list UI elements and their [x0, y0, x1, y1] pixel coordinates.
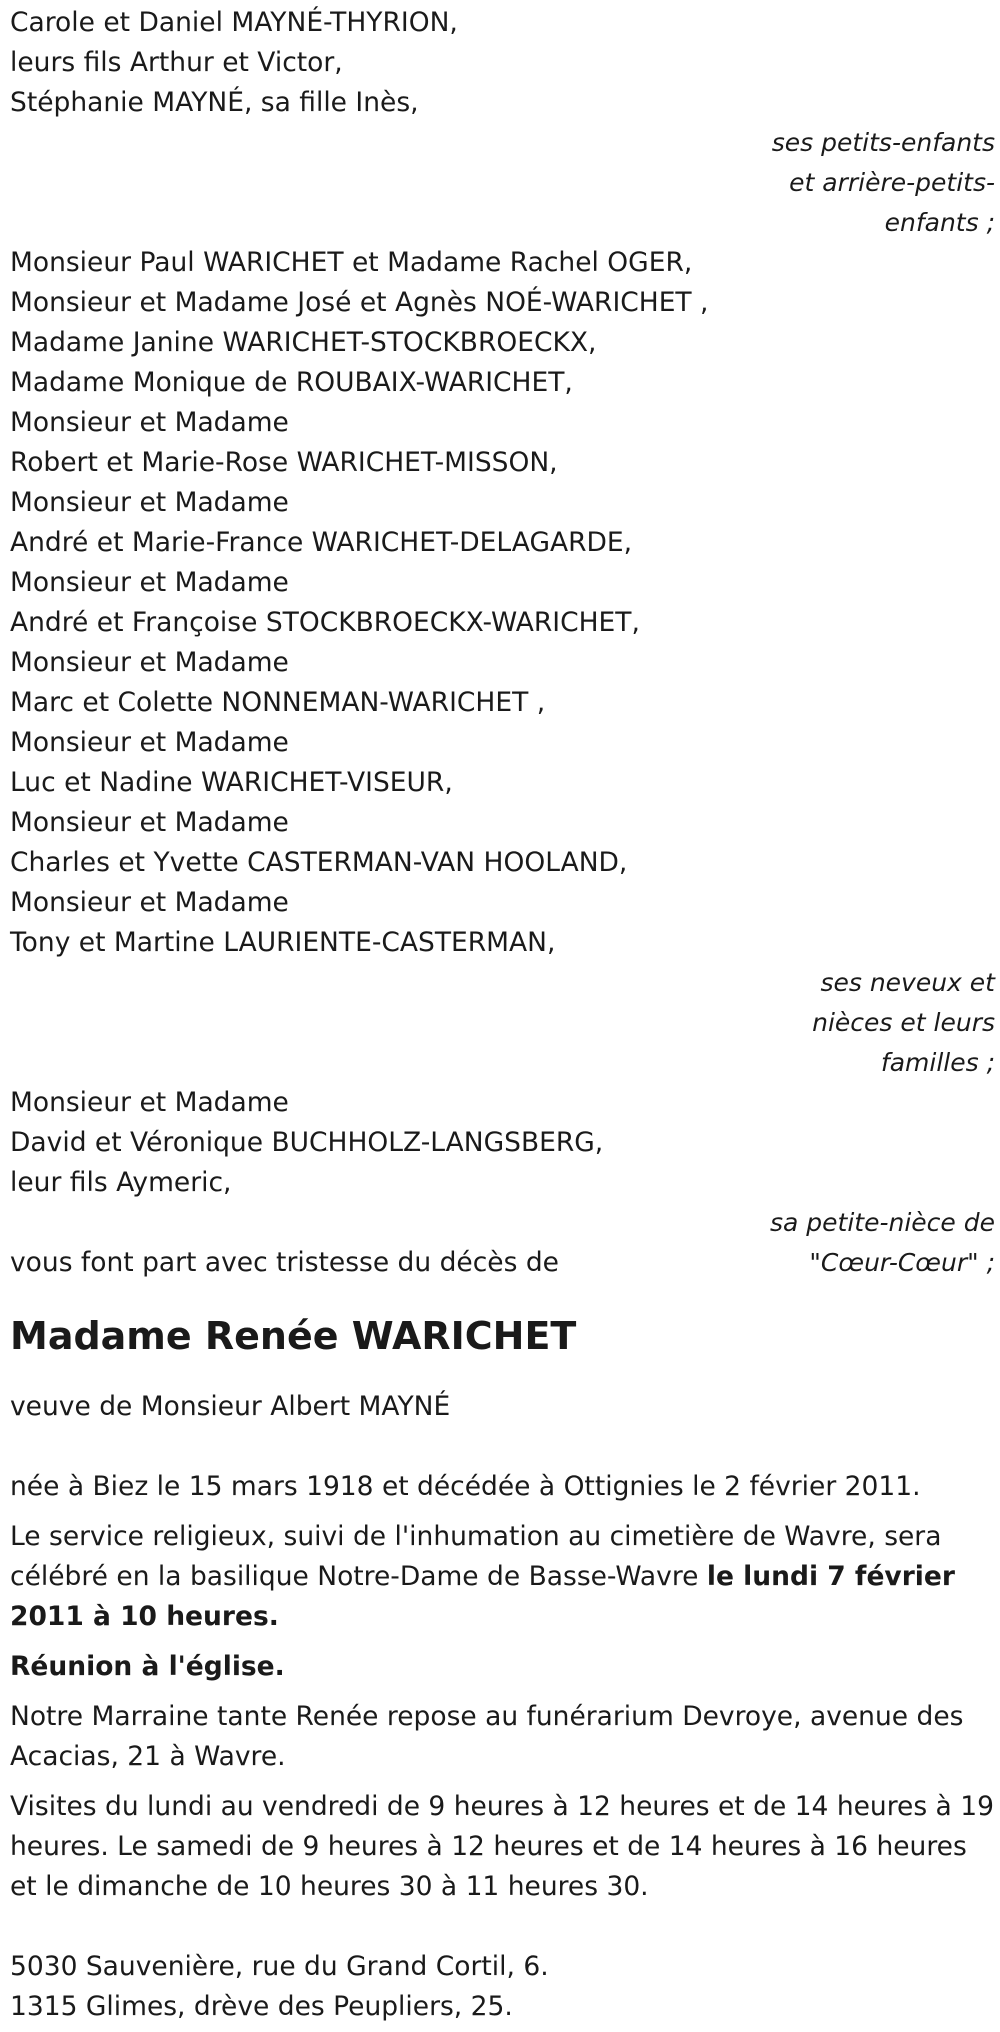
family-line: Carole et Daniel MAYNÉ-THYRION,: [10, 7, 458, 38]
family-line: Robert et Marie-Rose WARICHET-MISSON,: [10, 447, 558, 478]
announcement-line: vous font part avec tristesse du décès de: [10, 1247, 559, 1278]
family-line: Monsieur et Madame: [10, 1087, 289, 1118]
family-line: David et Véronique BUCHHOLZ-LANGSBERG,: [10, 1127, 604, 1158]
family-line: Monsieur et Madame: [10, 727, 289, 758]
family-line: Monsieur et Madame: [10, 567, 289, 598]
grandniece-announce-row: [10, 1203, 995, 1283]
service-date: le lundi 7 février 2011 à 10 heures.: [10, 1561, 955, 1632]
obituary-notice: [10, 3, 995, 2027]
address-line: 5030 Sauvenière, rue du Grand Cortil, 6.: [10, 1951, 549, 1982]
family-line: André et Marie-France WARICHET-DELAGARDE,: [10, 527, 633, 558]
relation-note-line: ses petits-enfants: [771, 128, 995, 157]
relation-note-nephews: [10, 963, 995, 1083]
family-group-nephews: [10, 243, 995, 963]
relation-note-line: enfants ;: [884, 208, 995, 237]
family-line: leur fils Aymeric,: [10, 1167, 232, 1198]
visiting-hours: Visites du lundi au vendredi de 9 heures à 12 heures et de 14 heures à 19 heures. Le samedi de 9 heures à 12 heures et de 14 heures à 16 heures et le dimanche de 10 heures 30 à 11 heures 30.: [10, 1791, 994, 1902]
family-addresses: [10, 1947, 995, 2027]
family-line: Monsieur et Madame: [10, 487, 289, 518]
relation-note-line: sa petite-nièce de: [770, 1208, 995, 1237]
family-line: Madame Janine WARICHET-STOCKBROECKX,: [10, 327, 597, 358]
family-line: Monsieur et Madame José et Agnès NOÉ-WARICHET ,: [10, 287, 709, 318]
family-group-grandniece: [10, 1083, 995, 1203]
family-line: Monsieur et Madame: [10, 887, 289, 918]
relation-note-line: et arrière-petits-: [789, 168, 995, 197]
funerarium-info: Notre Marraine tante Renée repose au funérarium Devroye, avenue des Acacias, 21 à Wavre.: [10, 1701, 964, 1772]
family-line: Monsieur et Madame: [10, 807, 289, 838]
relation-note-grandchildren: [10, 123, 995, 243]
family-line: Monsieur et Madame: [10, 647, 289, 678]
religious-service: [10, 1517, 995, 1637]
address-line: 1315 Glimes, drève des Peupliers, 25.: [10, 1991, 513, 2022]
birth-death-dates: née à Biez le 15 mars 1918 et décédée à Ottignies le 2 février 2011.: [10, 1471, 921, 1502]
relation-note-line: "Cœur-Cœur" ;: [809, 1248, 995, 1277]
family-line: leurs fils Arthur et Victor,: [10, 47, 343, 78]
family-line: Tony et Martine LAURIENTE-CASTERMAN,: [10, 927, 556, 958]
family-line: Monsieur et Madame: [10, 407, 289, 438]
relation-note-line: ses neveux et: [820, 968, 995, 997]
family-line: Stéphanie MAYNÉ, sa fille Inès,: [10, 87, 419, 118]
family-line: Luc et Nadine WARICHET-VISEUR,: [10, 767, 453, 798]
family-line: Marc et Colette NONNEMAN-WARICHET ,: [10, 687, 546, 718]
relation-note-line: familles ;: [880, 1048, 995, 1077]
family-group-grandchildren: [10, 3, 995, 123]
family-line: André et Françoise STOCKBROECKX-WARICHET,: [10, 607, 640, 638]
family-line: Monsieur Paul WARICHET et Madame Rachel OGER,: [10, 247, 693, 278]
deceased-name: Madame Renée WARICHET: [10, 1314, 577, 1358]
family-line: Charles et Yvette CASTERMAN-VAN HOOLAND,: [10, 847, 628, 878]
widow-of: veuve de Monsieur Albert MAYNÉ: [10, 1391, 451, 1422]
service-text: Le service religieux, suivi de l'inhumation au cimetière de Wavre, sera célébré en la basilique Notre-Dame de Basse-Wavre: [10, 1521, 942, 1592]
family-line: Madame Monique de ROUBAIX-WARICHET,: [10, 367, 573, 398]
reunion-note: Réunion à l'église.: [10, 1651, 285, 1682]
relation-note-line: nièces et leurs: [812, 1008, 995, 1037]
